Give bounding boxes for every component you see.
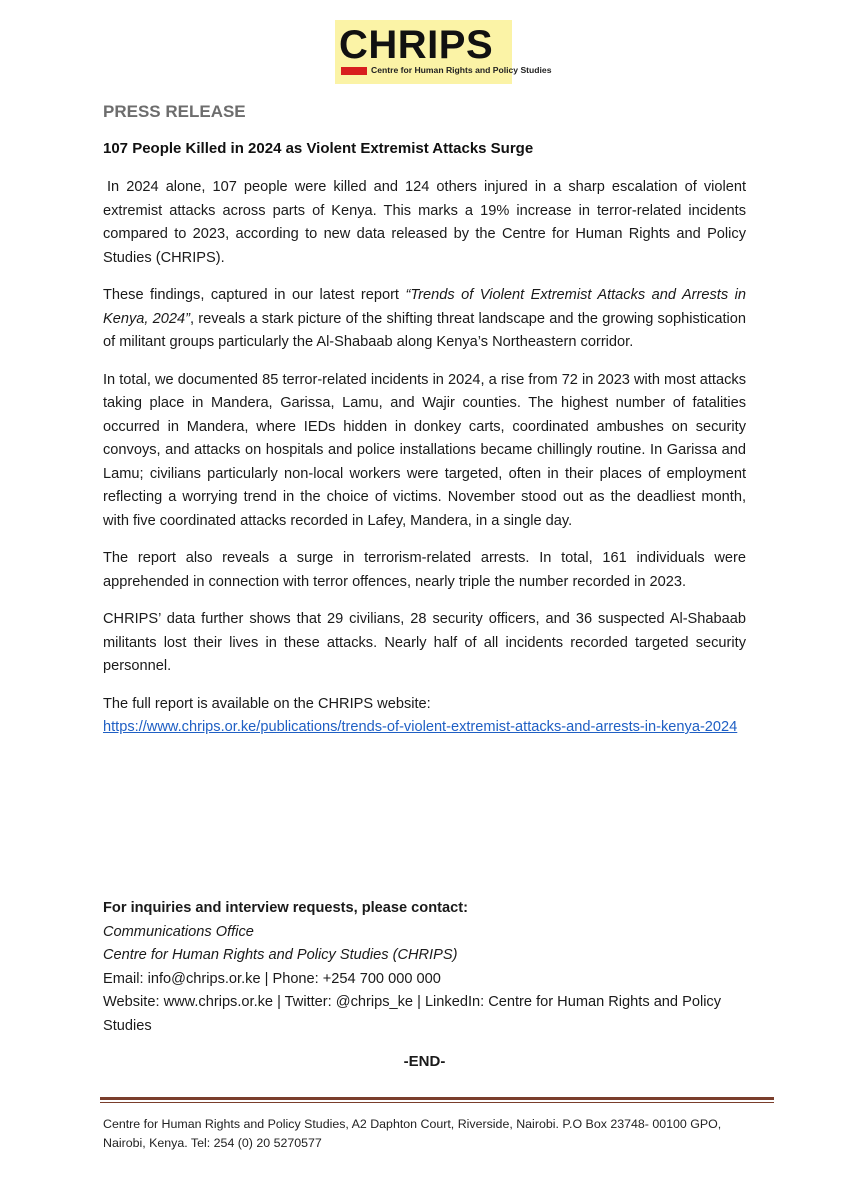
- press-release-label: PRESS RELEASE: [103, 102, 246, 121]
- contact-web-social: Website: www.chrips.or.ke | Twitter: @chrips_ke | LinkedIn: Centre for Human Rights and Policy Studies: [103, 994, 722, 1034]
- findings-text-after: , reveals a stark picture of the shifting threat landscape and the growing sophistication of militant groups particularly the Al-Shabaab along Kenya’s Northeastern corridor.: [103, 310, 746, 350]
- findings-text-before: These findings, captured in our latest report: [103, 287, 406, 303]
- end-marker: -END-: [403, 1053, 446, 1070]
- body-text: [103, 176, 746, 754]
- paragraph-intro: In 2024 alone, 107 people were killed and 124 others injured in a sharp escalation of violent extremist attacks across parts of Kenya. This marks a 19% increase in terror-related incidents compared to 2023, according to new data released by the Centre for Human Rights and Policy Studies (CHRIPS).: [103, 179, 746, 266]
- contact-block: [103, 897, 743, 1038]
- logo-red-bar: [341, 67, 367, 75]
- paragraph-incidents: In total, we documented 85 terror-related incidents in 2024, a rise from 72 in 2023 with most attacks taking place in Mandera, Garissa, Lamu, and Wajir counties. The highest number of fatalities occurred in Mandera, where IEDs hidden in donkey carts, coordinated ambushes on security convoys, and attacks on hospitals and police installations became chillingly routine. In Garissa and Lamu; civilians particularly non-local workers were targeted, often in their places of employment reflecting a worrying trend in the choice of victims. November stood out as the deadliest month, with five coordinated attacks recorded in Lafey, Mandera, in a single day.: [103, 371, 746, 529]
- paragraph-arrests: The report also reveals a surge in terrorism-related arrests. In total, 161 individuals were apprehended in connection with terror offences, nearly triple the number recorded in 2023.: [103, 550, 746, 590]
- report-title: “Trends of Violent Extremist Attacks and Arrests in Kenya, 2024”: [103, 287, 746, 327]
- logo-subtitle: Centre for Human Rights and Policy Studies: [371, 65, 552, 75]
- report-link[interactable]: https://www.chrips.or.ke/publications/trends-of-violent-extremist-attacks-and-arrests-in-kenya-2024: [103, 719, 738, 735]
- contact-email-phone: Email: info@chrips.or.ke | Phone: +254 700 000 000: [103, 970, 441, 987]
- availability-text: The full report is available on the CHRIPS website:: [103, 695, 431, 712]
- paragraph-findings: [103, 284, 746, 355]
- logo-wordmark: CHRIPS: [339, 23, 494, 67]
- footer-address: Centre for Human Rights and Policy Studies, A2 Daphton Court, Riverside, Nairobi. P.O Box 23748- 00100 GPO, Nairobi, Kenya. Tel: 254 (0) 20 5270577: [103, 1117, 722, 1150]
- paragraph-casualties: CHRIPS’ data further shows that 29 civilians, 28 security officers, and 36 suspected Al-Shabaab militants lost their lives in these attacks. Nearly half of all incidents recorded targeted security personnel.: [103, 611, 746, 674]
- contact-organization: Centre for Human Rights and Policy Studies (CHRIPS): [103, 947, 458, 963]
- footer-rule-thin: [100, 1102, 774, 1103]
- contact-title: For inquiries and interview requests, please contact:: [103, 900, 468, 916]
- headline: 107 People Killed in 2024 as Violent Extremist Attacks Surge: [103, 140, 534, 157]
- footer-rule-thick: [100, 1097, 774, 1100]
- paragraph-report-availability: [103, 693, 746, 740]
- chrips-logo: [335, 20, 552, 84]
- contact-office: Communications Office: [103, 923, 254, 940]
